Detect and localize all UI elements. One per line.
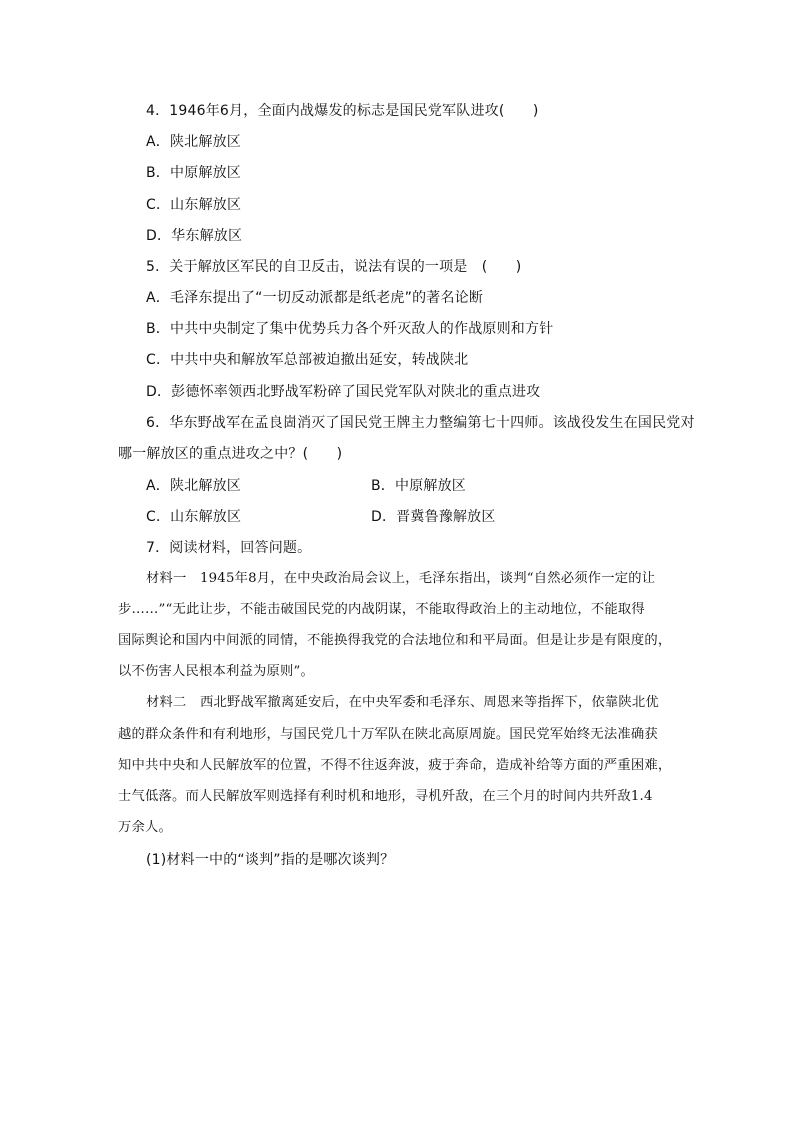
question-5-option-c: C．中共中央和解放军总部被迫撤出延安，转战陕北 (146, 352, 469, 368)
material-2-line-5: 万余人。 (118, 820, 172, 835)
question-6-option-b: B．中原解放区 (371, 478, 467, 494)
material-2-line-3: 知中共中央和人民解放军的位置，不得不往返奔波，疲于奔命，造成补给等方面的严重困难， (118, 758, 672, 773)
material-1-line-2: 步……”“无此让步，不能击破国民党的内战阴谋，不能取得政治上的主动地位，不能取得 (118, 602, 645, 617)
question-6-option-d: D．晋冀鲁豫解放区 (371, 509, 496, 525)
material-1-line-4: 以不伤害人民根本利益为原则”。 (118, 664, 314, 679)
question-4-option-d: D．华东解放区 (146, 228, 243, 244)
question-4-option-c: C．山东解放区 (146, 197, 242, 213)
question-4-option-b: B．中原解放区 (146, 165, 242, 181)
question-4-stem: 4．1946年6月，全面内战爆发的标志是国民党军队进攻( ) (146, 103, 539, 119)
question-5-option-a: A．毛泽东提出了“一切反动派都是纸老虎”的著名论断 (146, 290, 484, 306)
material-2-line-4: 士气低落。而人民解放军则选择有利时机和地形，寻机歼敌，在三个月的时间内共歼敌1.4 (118, 789, 653, 804)
question-5-option-b: B．中共中央制定了集中优势兵力各个歼灭敌人的作战原则和方针 (146, 321, 554, 337)
question-6-stem-line-2: 哪一解放区的重点进攻之中？( ) (118, 446, 343, 462)
question-6-option-c: C．山东解放区 (146, 509, 242, 525)
material-2-line-2: 越的群众条件和有利地形，与国民党几十万军队在陕北高原周旋。国民党军始终无法准确获 (118, 727, 658, 742)
question-5-option-d: D．彭德怀率领西北野战军粉碎了国民党军队对陕北的重点进攻 (146, 384, 541, 400)
question-7-sub-1: (1)材料一中的“谈判”指的是哪次谈判？ (146, 852, 395, 868)
question-4-option-a: A．陕北解放区 (146, 134, 241, 150)
material-1-line-1: 材料一 1945年8月，在中央政治局会议上，毛泽东指出，谈判“自然必须作一定的让 (146, 571, 656, 586)
question-5-stem: 5．关于解放区军民的自卫反击，说法有误的一项是 ( ) (146, 259, 522, 275)
material-2-line-1: 材料二 西北野战军撤离延安后，在中央军委和毛泽东、周恩来等指挥下，依靠陕北优 (146, 695, 659, 710)
question-7-stem: 7．阅读材料，回答问题。 (146, 540, 312, 556)
material-1-line-3: 国际舆论和国内中间派的同情，不能换得我党的合法地位和和平局面。但是让步是有限度的， (118, 633, 672, 648)
question-6-stem-line-1: 6．华东野战军在孟良崮消灭了国民党王牌主力整编第七十四师。该战役发生在国民党对 (146, 415, 695, 431)
question-6-option-a: A．陕北解放区 (146, 478, 241, 494)
